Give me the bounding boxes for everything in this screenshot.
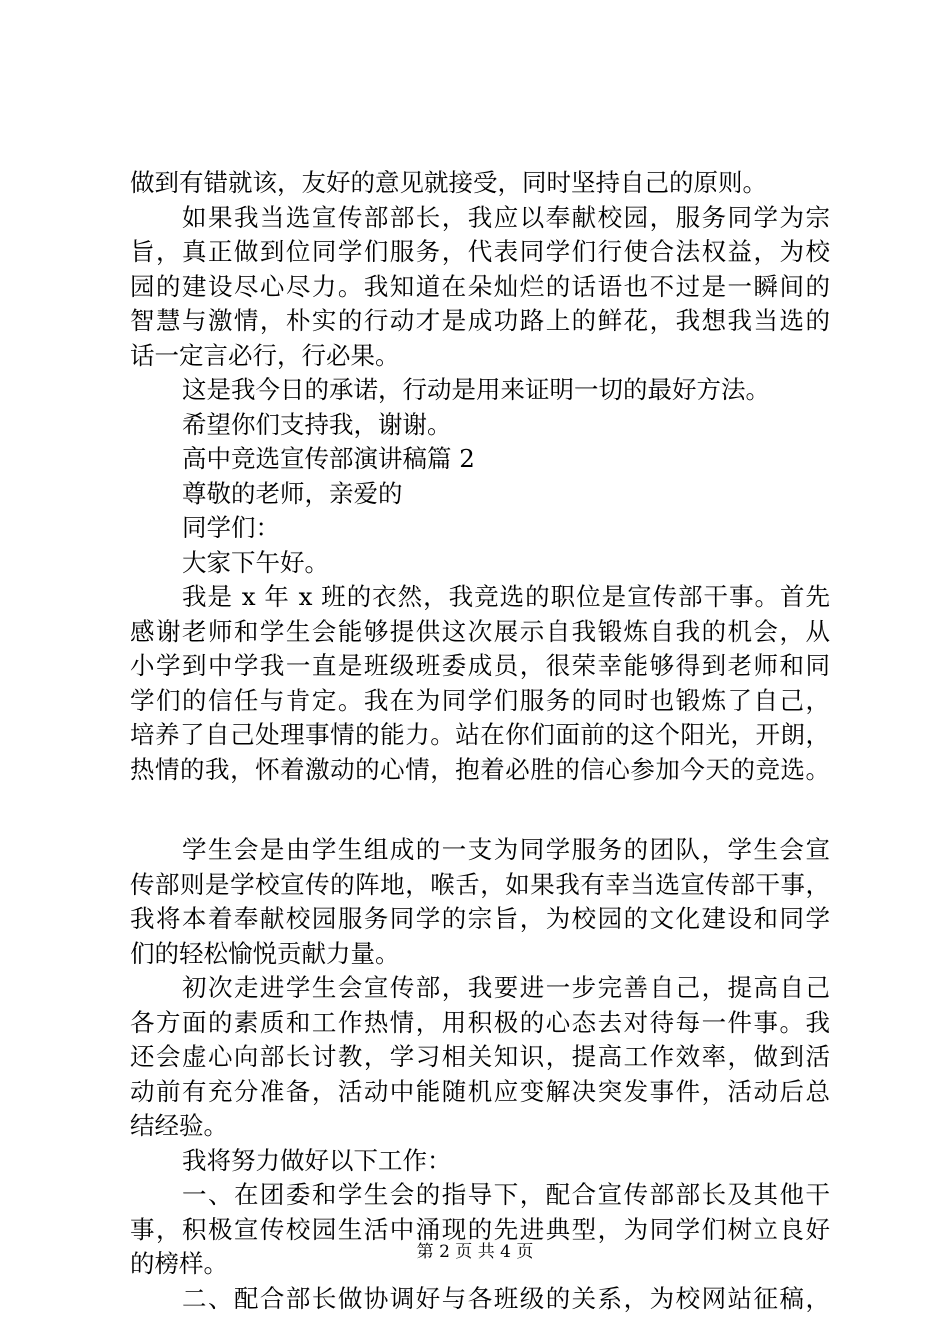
text-line: 热情的我，怀着激动的心情，抱着必胜的信心参加今天的竞选。 bbox=[130, 754, 830, 784]
text-line: 事，积极宣传校园生活中涌现的先进典型，为同学们树立良好 bbox=[130, 1214, 830, 1244]
text-line: 学生会是由学生组成的一支为同学服务的团队，学生会宣 bbox=[182, 835, 830, 864]
text-line: 感谢老师和学生会能够提供这次展示自我锻炼自我的机会，从 bbox=[130, 616, 830, 646]
text-line: 高中竞选宣传部演讲稿篇 2 bbox=[182, 444, 475, 473]
text-line: 传部则是学校宣传的阵地，喉舌，如果我有幸当选宣传部干事， bbox=[130, 869, 830, 899]
text-line: 话一定言必行，行必果。 bbox=[130, 340, 400, 370]
text-line: 园的建设尽心尽力。我知道在朵灿烂的话语也不过是一瞬间的 bbox=[130, 271, 830, 301]
text-line: 我将本着奉献校园服务同学的宗旨，为校园的文化建设和同学 bbox=[130, 904, 830, 933]
text-line: 大家下午好。 bbox=[182, 547, 329, 577]
text-line: 动前有充分准备，活动中能随机应变解决突发事件，活动后总 bbox=[130, 1076, 830, 1106]
text-line: 还会虚心向部长讨教，学习相关知识，提高工作效率，做到活 bbox=[130, 1042, 830, 1071]
text-line: 尊敬的老师，亲爱的 bbox=[182, 478, 403, 508]
text-line: 们的轻松愉悦贡献力量。 bbox=[130, 938, 400, 968]
text-line: 这是我今日的承诺，行动是用来证明一切的最好方法。 bbox=[182, 375, 770, 404]
page-number-label: 第 2 页 共 4 页 bbox=[416, 1242, 534, 1262]
text-line: 旨，真正做到位同学们服务，代表同学们行使合法权益，为校 bbox=[130, 237, 830, 266]
text-line: 我是 x 年 x 班的衣然，我竞选的职位是宣传部干事。首先 bbox=[182, 582, 830, 611]
text-line: 小学到中学我一直是班级班委成员，很荣幸能够得到老师和同 bbox=[130, 651, 830, 680]
text-line: 的榜样。 bbox=[130, 1249, 228, 1278]
page-footer bbox=[0, 1240, 950, 1264]
text-line: 如果我当选宣传部部长，我应以奉献校园，服务同学为宗 bbox=[182, 202, 830, 232]
document-body bbox=[130, 166, 830, 1316]
text-line: 做到有错就该，友好的意见就接受，同时坚持自己的原则。 bbox=[130, 168, 767, 197]
text-line: 二、配合部长做协调好与各班级的关系，为校网站征稿， bbox=[182, 1283, 830, 1313]
text-line: 同学们： bbox=[182, 513, 280, 542]
text-line: 一、在团委和学生会的指导下，配合宣传部部长及其他干 bbox=[182, 1180, 830, 1209]
text-line: 培养了自己处理事情的能力。站在你们面前的这个阳光，开朗， bbox=[130, 720, 830, 749]
text-line: 各方面的素质和工作热情，用积极的心态去对待每一件事。我 bbox=[130, 1007, 830, 1037]
text-line: 学们的信任与肯定。我在为同学们服务的同时也锻炼了自己， bbox=[130, 685, 830, 715]
text-line: 我将努力做好以下工作： bbox=[182, 1145, 452, 1175]
text-line: 智慧与激情，朴实的行动才是成功路上的鲜花，我想我当选的 bbox=[130, 306, 830, 335]
text-line: 初次走进学生会宣传部，我要进一步完善自己，提高自己 bbox=[182, 973, 830, 1002]
text-line: 结经验。 bbox=[130, 1111, 228, 1140]
text-line: 希望你们支持我，谢谢。 bbox=[182, 409, 452, 439]
blank-line bbox=[130, 787, 830, 833]
